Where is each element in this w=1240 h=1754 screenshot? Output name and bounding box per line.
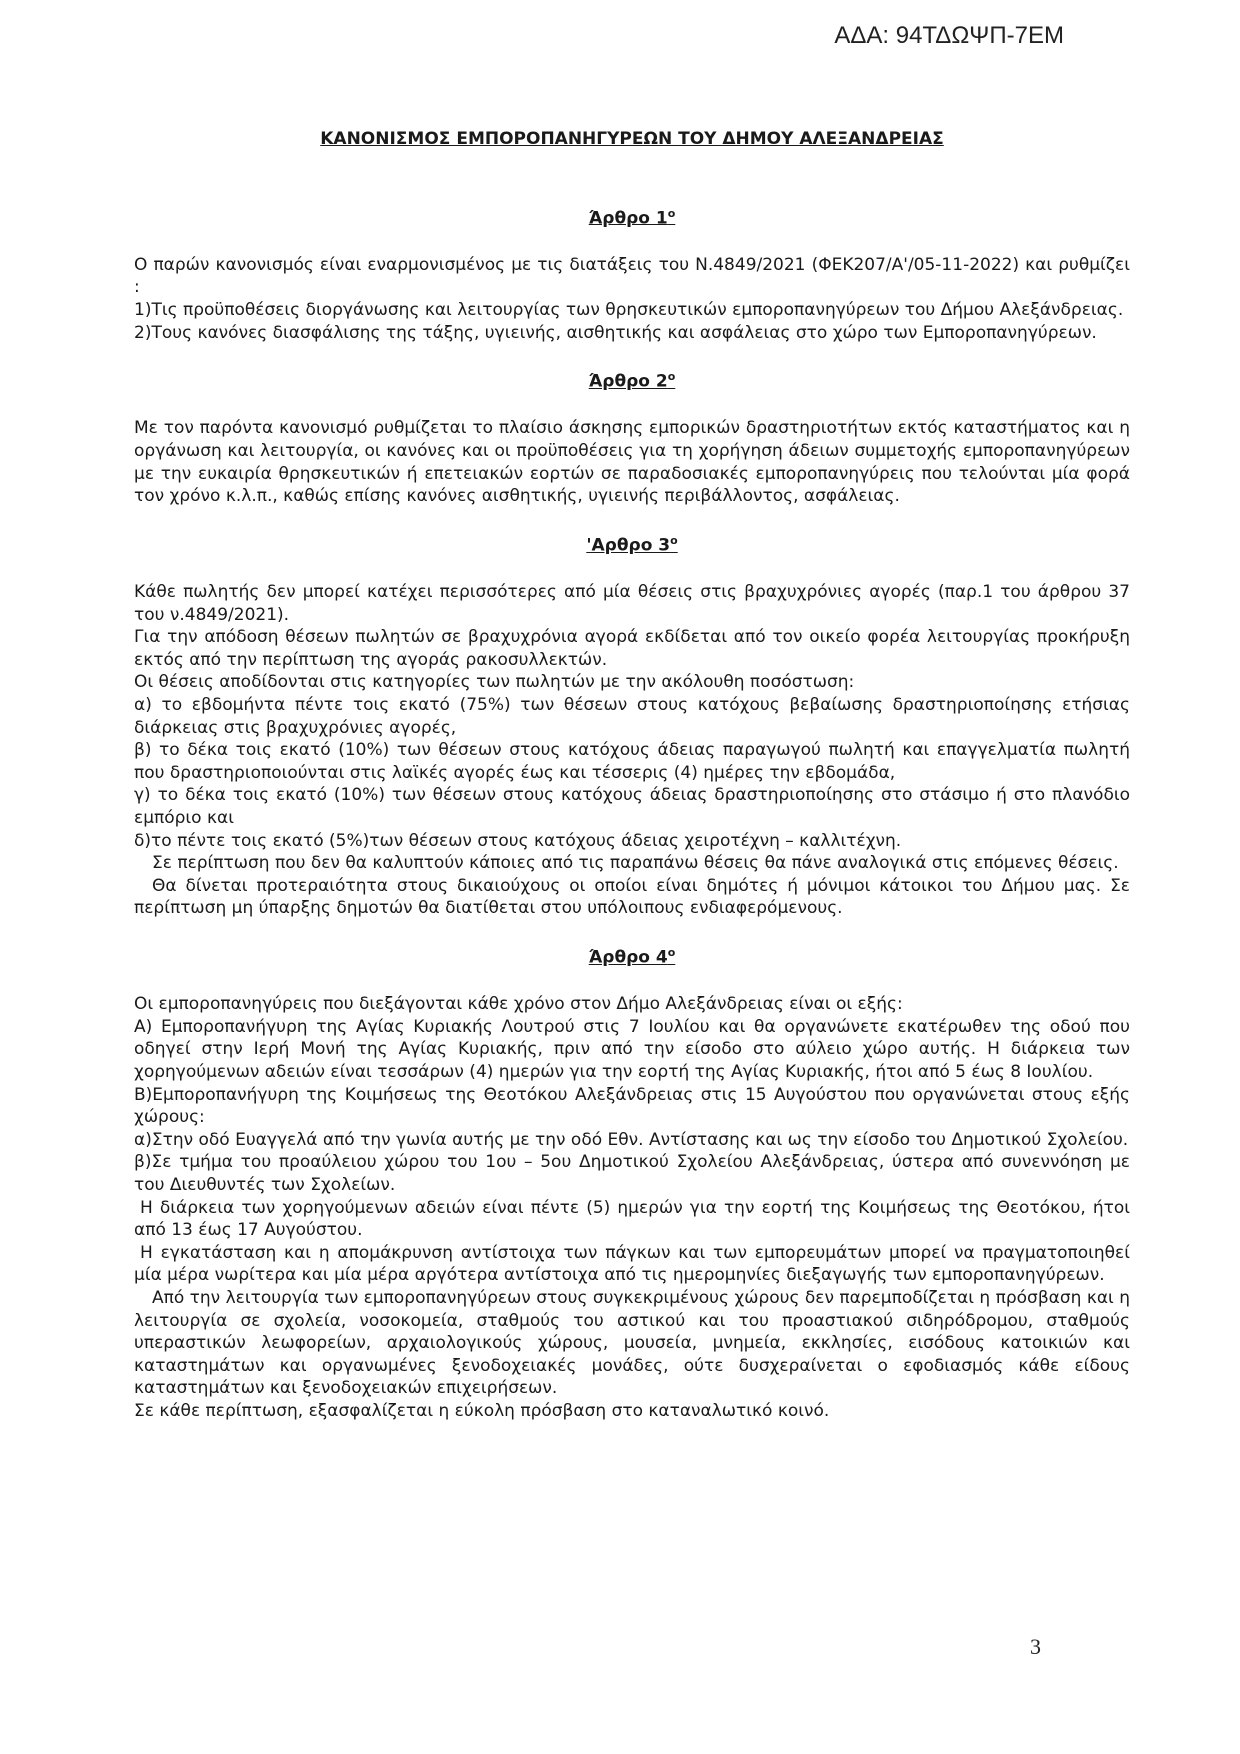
paragraph: Οι θέσεις αποδίδονται στις κατηγορίες των πωλητών με την ακόλουθη ποσόστωση:: [134, 672, 855, 693]
article-heading-text: Άρθρο 4: [588, 947, 668, 968]
article-heading-text: 'Αρθρο 3: [586, 535, 671, 556]
article-2: [134, 366, 1130, 508]
ada-code: ΑΔΑ: 94ΤΔΩΨΠ-7ΕΜ: [834, 22, 1064, 49]
article-heading-superscript: ο: [670, 533, 678, 547]
page-number: 3: [1030, 1634, 1041, 1659]
paragraph: Για την απόδοση θέσεων πωλητών σε βραχυχρόνια αγορά εκδίδεται από τον οικείο φορέα λειτουργίας προκήρυξη εκτός από την περίπτωση της αγοράς ρακοσυλλεκτών.: [134, 627, 1130, 670]
list-item: Β)Εμποροπανήγυρη της Κοιμήσεως της Θεοτόκου Αλεξάνδρειας στις 15 Αυγούστου που οργανώνεται στους εξής χώρους:: [134, 1084, 1130, 1128]
paragraph: 1)Τις προϋποθέσεις διοργάνωσης και λειτουργίας των θρησκευτικών εμποροπανηγύρεων του Δήμου Αλεξάνδρειας.: [134, 300, 1124, 321]
article-heading: [134, 366, 1130, 393]
list-item: β) το δέκα τοις εκατό (10%) των θέσεων στους κατόχους άδειας παραγωγού πωλητή και επαγγελματία πωλητή που δραστηριοποιούνται στις λαϊκές αγορές έως και τέσσερις (4) ημέρες την εβδομάδα,: [134, 740, 1130, 783]
paragraph: 2)Τους κανόνες διασφάλισης της τάξης, υγιεινής, αισθητικής και ασφάλειας στο χώρο των Εμποροπανηγύρεων.: [134, 322, 1097, 343]
list-item: α)Στην οδό Ευαγγελά από την γωνία αυτής με την οδό Εθν. Αντίστασης και ως την είσοδο του Δημοτικού Σχολείου.: [134, 1129, 1129, 1150]
paragraph: Ο παρών κανονισμός είναι εναρμονισμένος με τις διατάξεις του Ν.4849/2021 (ΦΕΚ207/Α'/05-11-2022) και ρυθμίζει :: [134, 254, 1130, 298]
list-item: γ) το δέκα τοις εκατό (10%) των θέσεων στους κατόχους άδειας δραστηριοποίησης στο στάσιμο ή στο πλανόδιο εμπόριο και: [134, 785, 1130, 829]
paragraph: Σε περίπτωση που δεν θα καλυπτούν κάποιες από τις παραπάνω θέσεις θα πάνε αναλογικά στις επόμενες θέσεις.: [152, 853, 1119, 874]
article-heading: [134, 942, 1130, 969]
article-heading-superscript: ο: [667, 206, 676, 220]
list-item: α) το εβδομήντα πέντε τοις εκατό (75%) των θέσεων στους κατόχους βεβαίωσης δραστηριοποίησης ετήσιας διάρκειας στις βραχυχρόνιες αγορές,: [134, 695, 1130, 738]
article-heading-text: Άρθρο 2: [588, 371, 668, 392]
article-4: [134, 942, 1130, 1423]
article-heading-superscript: ο: [667, 946, 676, 959]
paragraph: Από την λειτουργία των εμποροπανηγύρεων στους συγκεκριμένους χώρους δεν παρεμποδίζεται η πρόσβαση και η λειτουργία σε σχολεία, νοσοκομεία, σταθμούς του αστικού και του προαστιακού σιδηρόδρομου, σταθμούς υπεραστικών λεωφορείων, αρχαιολογικούς χώρους, μουσεία, μνημεία, εκκλησίες, εισόδους κατοικιών και καταστημάτων και οργανωμένες ξενοδοχειακές μονάδες, ούτε δυσχεραίνεται ο εφοδιασμός κάθε είδους καταστημάτων και ξενοδοχειακών επιχειρήσεων.: [134, 1287, 1130, 1399]
paragraph: Η εγκατάσταση και η απομάκρυνση αντίστοιχα των πάγκων και των εμπορευμάτων μπορεί να πραγματοποιηθεί μία μέρα νωρίτερα και μία μέρα αργότερα αντίστοιχα από τις ημερομηνίες διεξαγωγής των εμποροπανηγύρεων.: [134, 1242, 1130, 1286]
article-heading-text: Άρθρο 1: [588, 208, 668, 229]
list-item: Α) Εμποροπανήγυρη της Αγίας Κυριακής Λουτρού στις 7 Ιουλίου και θα οργανώνετε εκατέρωθεν της οδού που οδηγεί στην Ιερή Μονή της Αγίας Κυριακής, πριν από την είσοδο στο αύλειο χώρο αυτής. Η διάρκεια των χορηγούμενων αδειών είναι τεσσάρων (4) ημερών για την εορτή της Αγίας Κυριακής, ήτοι από 5 έως 8 Ιουλίου.: [134, 1016, 1130, 1083]
article-1: [134, 203, 1130, 345]
article-heading-superscript: ο: [667, 370, 676, 384]
paragraph: Σε κάθε περίπτωση, εξασφαλίζεται η εύκολη πρόσβαση στο καταναλωτικό κοινό.: [134, 1400, 830, 1421]
paragraph: Με τον παρόντα κανονισμό ρυθμίζεται το πλαίσιο άσκησης εμπορικών δραστηριοτήτων εκτός καταστήματος και η οργάνωση και λειτουργία, οι κανόνες και οι προϋποθέσεις για τη χορήγηση άδειων συμμετοχής εμποροπανηγύρεων με την ευκαιρία θρησκευτικών ή επετειακών εορτών σε παραδοσιακές εμποροπανηγύρεις που τελούνται μία φορά τον χρόνο κ.λ.π., καθώς επίσης κανόνες αισθητικής, υγιεινής περιβάλλοντος, ασφάλειας.: [134, 418, 1130, 507]
paragraph: Οι εμποροπανηγύρεις που διεξάγονται κάθε χρόνο στον Δήμο Αλεξάνδρειας είναι οι εξής:: [134, 994, 903, 1015]
paragraph: Η διάρκεια των χορηγούμενων αδειών είναι πέντε (5) ημερών για την εορτή της Κοιμήσεως της Θεοτόκου, ήτοι από 13 έως 17 Αυγούστου.: [134, 1197, 1130, 1241]
article-heading: [134, 530, 1130, 557]
paragraph: Θα δίνεται προτεραιότητα στους δικαιούχους οι οποίοι είναι δημότες ή μόνιμοι κάτοικοι του Δήμου μας. Σε περίπτωση μη ύπαρξης δημοτών θα διατίθεται στου υπόλοιπους ενδιαφερόμενους.: [134, 875, 1130, 919]
article-heading: [134, 203, 1130, 230]
list-item: β)Σε τμήμα του προαύλειου χώρου του 1ου – 5ου Δημοτικού Σχολείου Αλεξάνδρειας, ύστερα από συνεννόηση με του Διευθυντές των Σχολείων.: [134, 1152, 1130, 1195]
list-item: δ)το πέντε τοις εκατό (5%)των θέσεων στους κατόχους άδειας χειροτέχνη – καλλιτέχνη.: [134, 830, 902, 851]
article-3: [134, 530, 1130, 920]
paragraph: Κάθε πωλητής δεν μπορεί κατέχει περισσότερες από μία θέσεις στις βραχυχρόνιες αγορές (παρ.1 του άρθρου 37 του ν.4849/2021).: [134, 582, 1130, 625]
document-title: ΚΑΝΟΝΙΣΜΟΣ ΕΜΠΟΡΟΠΑΝΗΓΥΡΕΩΝ ΤΟΥ ΔΗΜΟΥ ΑΛΕΞΑΝΔΡΕΙΑΣ: [320, 129, 944, 149]
document-body: [134, 128, 1130, 1423]
